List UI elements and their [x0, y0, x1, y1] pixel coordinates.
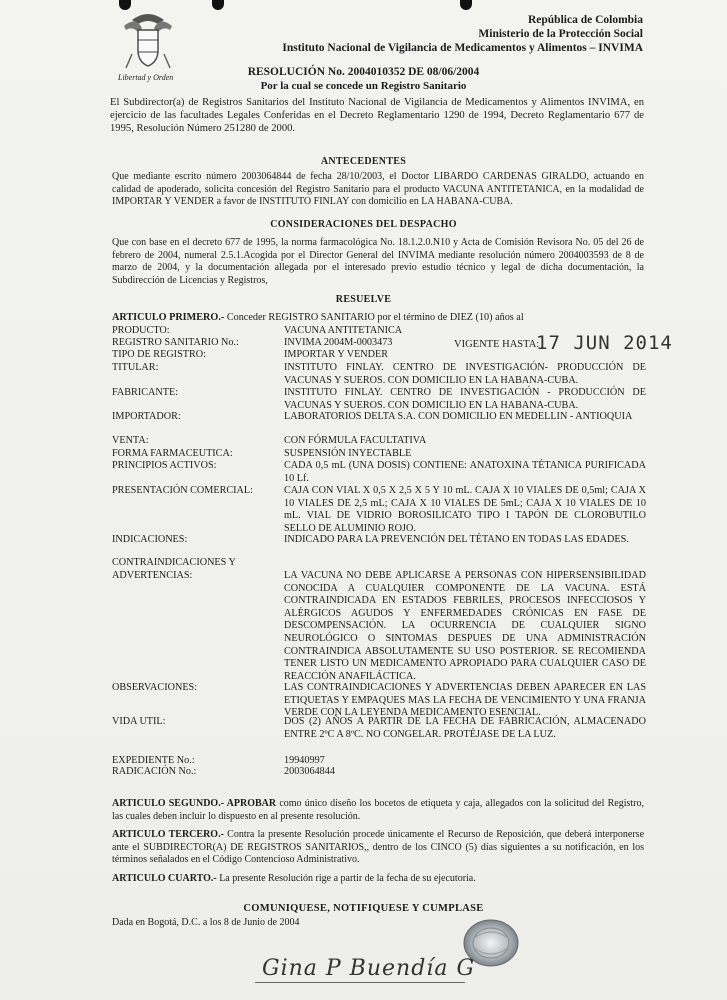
articulo-segundo-text: como único diseño los bocetos de etiqueta y caja, allegados con la solicitud del Registro, las cuales deben incluir lo dispuesto en al presente resolución.: [112, 798, 644, 822]
consideraciones-text: Que con base en el decreto 677 de 1995, la norma farmacológica No. 18.1.2.0.N10 y Acta de Comisión Revisora No. 05 del 26 de febrero de 2004, numeral 2.5.1.Acogida por el Director General del INVIMA mediante resolución número 2004003593 de 8 de marzo de 2004, y la documentación allegada por el interesado previo estudio técnico y legal de dicha documentación, la Subdirección de Licencias y Registros,: [112, 237, 644, 286]
field-label: FABRICANTE:: [112, 387, 179, 398]
resolution-subtitle: Por la cual se concede un Registro Sanitario: [260, 80, 467, 92]
field-label: PRESENTACIÓN COMERCIAL:: [112, 485, 253, 496]
motto: Libertad y Orden: [118, 73, 174, 82]
field-value: INSTITUTO FINLAY. CENTRO DE INVESTIGACIÓN - PRODUCCIÓN DE VACUNAS Y SUEROS. CON DOMICILIO EN LA HABANA-CUBA.: [284, 387, 646, 411]
field-label: PRINCIPIOS ACTIVOS:: [112, 460, 217, 471]
field-value: LABORATORIOS DELTA S.A. CON DOMICILIO EN MEDELLIN - ANTIOQUIA: [284, 411, 633, 422]
dated-line: Dada en Bogotá, D.C. a los 8 de Junio de 2004: [112, 917, 300, 928]
field-label: EXPEDIENTE No.:: [112, 755, 195, 766]
header-institute: Instituto Nacional de Vigilancia de Medicamentos y Alimentos – INVIMA: [282, 42, 643, 54]
header-republic: República de Colombia: [527, 14, 643, 26]
vigente-label: VIGENTE HASTA:: [454, 339, 540, 350]
punch-hole: [119, 0, 131, 10]
header-ministry: Ministerio de la Protección Social: [478, 28, 643, 40]
field-value: 2003064844: [284, 766, 335, 777]
field-value: CON FÓRMULA FACULTATIVA: [284, 435, 427, 446]
articulo-cuarto-label: ARTICULO CUARTO.-: [112, 873, 217, 884]
articulo-segundo: [112, 798, 644, 823]
field-label: INDICACIONES:: [112, 534, 188, 545]
vigente-date-stamp: 17 JUN 2014: [536, 332, 673, 354]
articulo-segundo-label: ARTICULO SEGUNDO.- APROBAR: [112, 798, 277, 809]
field-label: REGISTRO SANITARIO No.:: [112, 337, 239, 348]
antecedentes-heading: ANTECEDENTES: [320, 156, 407, 167]
field-label: VIDA UTIL:: [112, 716, 166, 727]
field-label: OBSERVACIONES:: [112, 682, 198, 693]
articulo-tercero: [112, 829, 644, 867]
field-value: INDICADO PARA LA PREVENCIÓN DEL TÉTANO EN TODAS LAS EDADES.: [284, 534, 629, 545]
field-value: CAJA CON VIAL X 0,5 X 2,5 X 5 Y 10 mL. CAJA X 10 VIALES DE 0,5ml; CAJA X 10 VIALES DE 2,5 mL; CAJA X 10 VIALES DE 5mL; CAJA X 10 VIALES DE 10 mL. VIAL DE VIDRIO BOROSILICATO TIPO I TAPÓN DE CLOROBUTILO SELLO DE ALUMINIO ROJO.: [284, 485, 646, 534]
field-value: INSTITUTO FINLAY. CENTRO DE INVESTIGACIÓN- PRODUCCIÓN DE VACUNAS Y SUEROS. CON DOMICILIO EN LA HABANA-CUBA.: [284, 362, 646, 386]
field-value: LA VACUNA NO DEBE APLICARSE A PERSONAS CON HIPERSENSIBILIDAD CONOCIDA A CUALQUIER COMPONENTE DE LA VACUNA. ESTÁ CONTRAINDICADA EN ESTADOS FEBRILES, PROCESOS INFECCIOSOS Y ALÉRGICOS AGUDOS Y ENFERMEDADES CRÓNICAS EN FASE DE DESCOMPENSACIÓN. LA OCURRENCIA DE CUALQUIER SIGNO NEUROLÓGICO O SINTOMAS DESPUES DE UNA ADMINISTRACIÓN CONTRAINDICA ABSOLUTAMENTE SU USO POSTERIOR. SE RECOMIENDA TENER LISTO UN MEDICAMENTO APROPIADO PARA CUALQUIER CASO DE REACCIÓN ANAFILÁCTICA.: [284, 570, 646, 682]
articulo-primero-label: ARTICULO PRIMERO.-: [112, 312, 225, 323]
field-label: FORMA FARMACEUTICA:: [112, 448, 233, 459]
articulo-primero-text: Conceder REGISTRO SANITARIO por el término de DIEZ (10) años al: [226, 312, 524, 323]
closing-heading: COMUNIQUESE, NOTIFIQUESE Y CUMPLASE: [243, 903, 484, 914]
resolution-intro: El Subdirector(a) de Registros Sanitarios del Instituto Nacional de Vigilancia de Medicamentos y Alimentos INVIMA, en ejercicio de las facultades Legales Conferidas en el Decreto Reglamentario 1290 de 1994, Decreto Reglamentario 677 de 1995, Resolución Número 251280 de 2000.: [110, 97, 644, 134]
field-label: TITULAR:: [112, 362, 159, 373]
field-value: LAS CONTRAINDICACIONES Y ADVERTENCIAS DEBEN APARECER EN LAS ETIQUETAS Y EMPAQUES MAS LA FECHA DE VENCIMIENTO Y UNA FRANJA VERDE CON LA LEYENDA MEDICAMENTO ESENCIAL.: [284, 682, 646, 719]
antecedentes-text: Que mediante escrito número 2003064844 de fecha 28/10/2003, el Doctor LIBARDO CARDENAS GIRALDO, actuando en calidad de apoderado, solicita concesión del Registro Sanitario para el producto VACUNA ANTITETANICA, en la modalidad de IMPORTAR Y VENDER a favor de INSTITUTO FINLAY con domicilio en LA HABANA-CUBA.: [112, 171, 644, 208]
field-value: SUSPENSIÓN INYECTABLE: [284, 448, 412, 459]
punch-hole: [460, 0, 472, 10]
field-value: IMPORTAR Y VENDER: [284, 349, 389, 360]
field-value: INVIMA 2004M-0003473: [284, 337, 393, 348]
resuelve-heading: RESUELVE: [335, 294, 392, 305]
signature: Gina P Buendía G: [262, 956, 476, 981]
field-label: VENTA:: [112, 435, 149, 446]
articulo-tercero-label: ARTICULO TERCERO.-: [112, 829, 224, 840]
punch-hole: [212, 0, 224, 10]
field-value: 19940997: [284, 755, 325, 766]
field-label: PRODUCTO:: [112, 325, 170, 336]
resolution-title: RESOLUCIÓN No. 2004010352 DE 08/06/2004: [247, 66, 480, 78]
articulo-cuarto-text: La presente Resolución rige a partir de la fecha de su ejecutoria.: [216, 873, 476, 884]
field-value: DOS (2) AÑOS A PARTIR DE LA FECHA DE FABRICACIÓN, ALMACENADO ENTRE 2ºC A 8ºC. NO CONGELAR. PROTÉJASE DE LA LUZ.: [284, 716, 646, 740]
coat-of-arms-icon: [118, 10, 178, 74]
articulo-tercero-text: Contra la presente Resolución procede únicamente el Recurso de Reposición, que deberá interponerse ante el SUBDIRECTOR(A) DE REGISTROS SANITARIOS,, dentro de los CINCO (5) días siguientes a su notificación, en los términos señalados en el Código Contencioso Administrativo.: [112, 829, 645, 866]
field-label: IMPORTADOR:: [112, 411, 181, 422]
articulo-cuarto: [112, 873, 644, 886]
field-value: CADA 0,5 mL (UNA DOSIS) CONTIENE: ANATOXINA TÉTANICA PURIFICADA 10 Lf.: [284, 460, 646, 484]
field-label: CONTRAINDICACIONES Y ADVERTENCIAS:: [112, 557, 236, 581]
field-label: RADICACIÓN No.:: [112, 766, 197, 777]
signature-line: [255, 982, 465, 983]
field-label: TIPO DE REGISTRO:: [112, 349, 206, 360]
articulo-primero: [112, 312, 524, 323]
field-value: VACUNA ANTITETANICA: [284, 325, 403, 336]
consideraciones-heading: CONSIDERACIONES DEL DESPACHO: [270, 219, 457, 230]
